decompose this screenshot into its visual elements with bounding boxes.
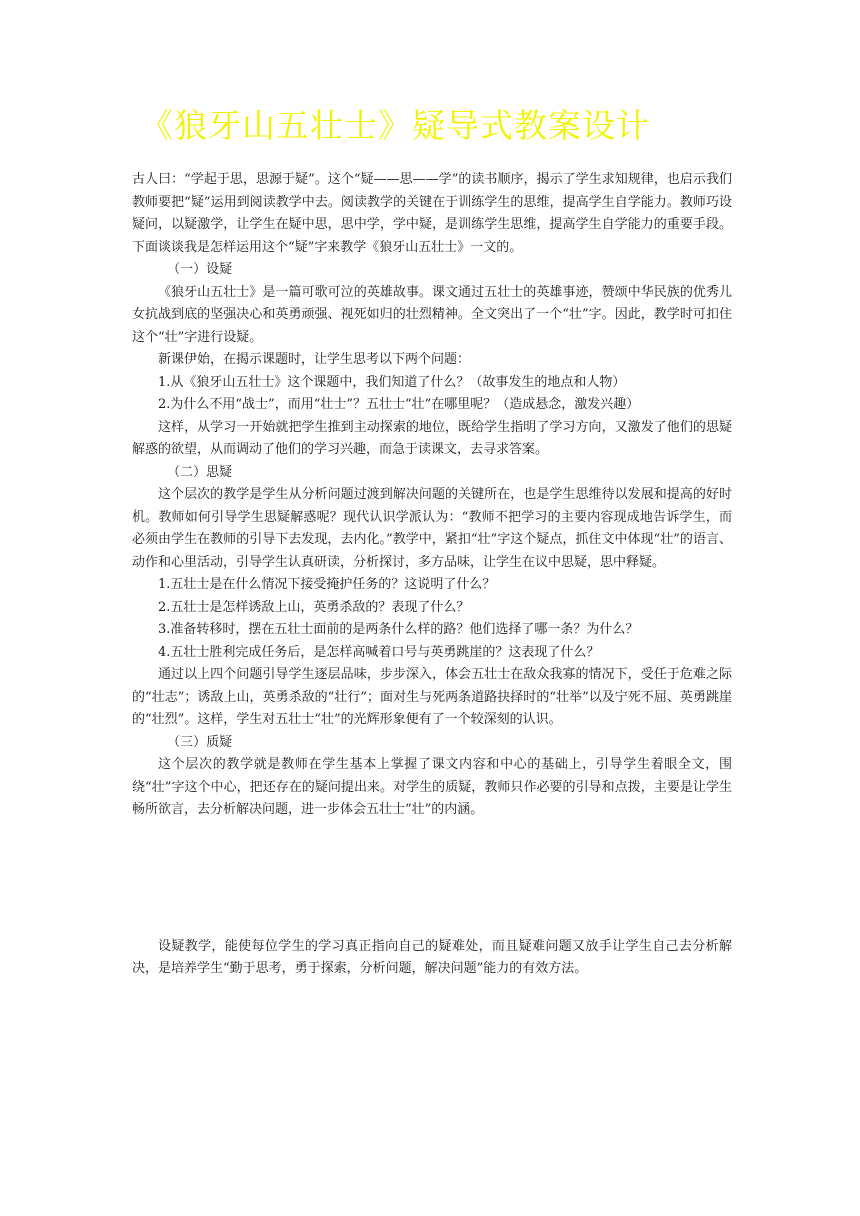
document-body <box>132 169 732 981</box>
section2-question-1: 1.五壮士是在什么情况下接受掩护任务的？这说明了什么？ <box>158 577 496 592</box>
section2-question-3: 3.准备转移时，摆在五壮士面前的是两条什么样的路？他们选择了哪一条？为什么？ <box>158 622 639 637</box>
document-title: 《狼牙山五壮士》疑导式教案设计 <box>140 106 650 145</box>
section1-paragraph-2: 新课伊始，在揭示课题时，让学生思考以下两个问题： <box>158 352 471 367</box>
intro-paragraph: 古人曰：“学起于思，思源于疑”。这个“疑——思——学”的读书顺序，揭示了学生求知规律，也启示我们教师要把“疑”运用到阅读教学中去。阅读教学的关键在于训练学生的思维，提高学生自学能力。教师巧设疑问，以疑激学，让学生在疑中思，思中学，学中疑，是训练学生思维，提高学生自学能力的重要手段。下面谈谈我是怎样运用这个“疑”字来教学《狼牙山五壮士》一文的。 <box>132 172 732 255</box>
section-heading-3: （三）质疑 <box>167 734 233 750</box>
section1-paragraph-3: 这样，从学习一开始就把学生推到主动探索的地位，既给学生指明了学习方向，又激发了他们的思疑解惑的欲望，从而调动了他们的学习兴趣，而急于读课文，去寻求答案。 <box>132 419 732 457</box>
section1-question-2: 2.为什么不用“战士”，而用“壮士”？五壮士“壮”在哪里呢？（造成悬念，激发兴趣） <box>158 397 640 412</box>
conclusion-paragraph: 设疑教学，能使每位学生的学习真正指向自己的疑难处，而且疑难问题又放手让学生自己去分析解决，是培养学生“勤于思考，勇于探索，分析问题，解决问题”能力的有效方法。 <box>132 938 732 976</box>
section-heading-2: （二）思疑 <box>167 464 233 480</box>
section2-paragraph-2: 通过以上四个问题引导学生逐层品味，步步深入，体会五壮士在敌众我寡的情况下，受任于危难之际的“壮志”；诱敌上山，英勇杀敌的“壮行”；面对生与死两条道路抉择时的“壮举”以及宁死不屈、英勇跳崖的“壮烈”。这样，学生对五壮士“壮”的光辉形象便有了一个较深刻的认识。 <box>132 667 732 727</box>
section-heading-1: （一）设疑 <box>167 262 233 277</box>
section3-paragraph-1: 这个层次的教学就是教师在学生基本上掌握了课文内容和中心的基础上，引导学生着眼全文，围绕“壮”字这个中心，把还存在的疑问提出来。对学生的质疑，教师只作必要的引导和点拨，主要是让学生畅所欲言，去分析解决问题，进一步体会五壮士“壮”的内涵。 <box>132 757 732 817</box>
section2-paragraph-1: 这个层次的教学是学生从分析问题过渡到解决问题的关键所在，也是学生思维待以发展和提高的好时机。教师如何引导学生思疑解惑呢？现代认识学派认为：“教师不把学习的主要内容现成地告诉学生，而必须由学生在教师的引导下去发现，去内化。”教学中，紧扣“壮”字这个疑点，抓住文中体现“壮”的语言、动作和心里活动，引导学生认真研读，分析探讨，多方品味，让学生在议中思疑，思中释疑。 <box>132 487 732 570</box>
section1-question-1: 1.从《狼牙山五壮士》这个课题中，我们知道了什么？（故事发生的地点和人物） <box>158 374 626 390</box>
blank-space <box>132 822 732 936</box>
section2-question-2: 2.五壮士是怎样诱敌上山，英勇杀敌的？表现了什么？ <box>158 599 470 615</box>
section1-paragraph-1: 《狼牙山五壮士》是一篇可歌可泣的英雄故事。课文通过五壮士的英雄事迹，赞颂中华民族的优秀儿女抗战到底的坚强决心和英勇顽强、视死如归的壮烈精神。全文突出了一个“壮”字。因此，教学时可扣住这个“壮”字进行设疑。 <box>132 284 732 345</box>
section2-question-4: 4.五壮士胜利完成任务后，是怎样高喊着口号与英勇跳崖的？这表现了什么？ <box>158 644 600 660</box>
